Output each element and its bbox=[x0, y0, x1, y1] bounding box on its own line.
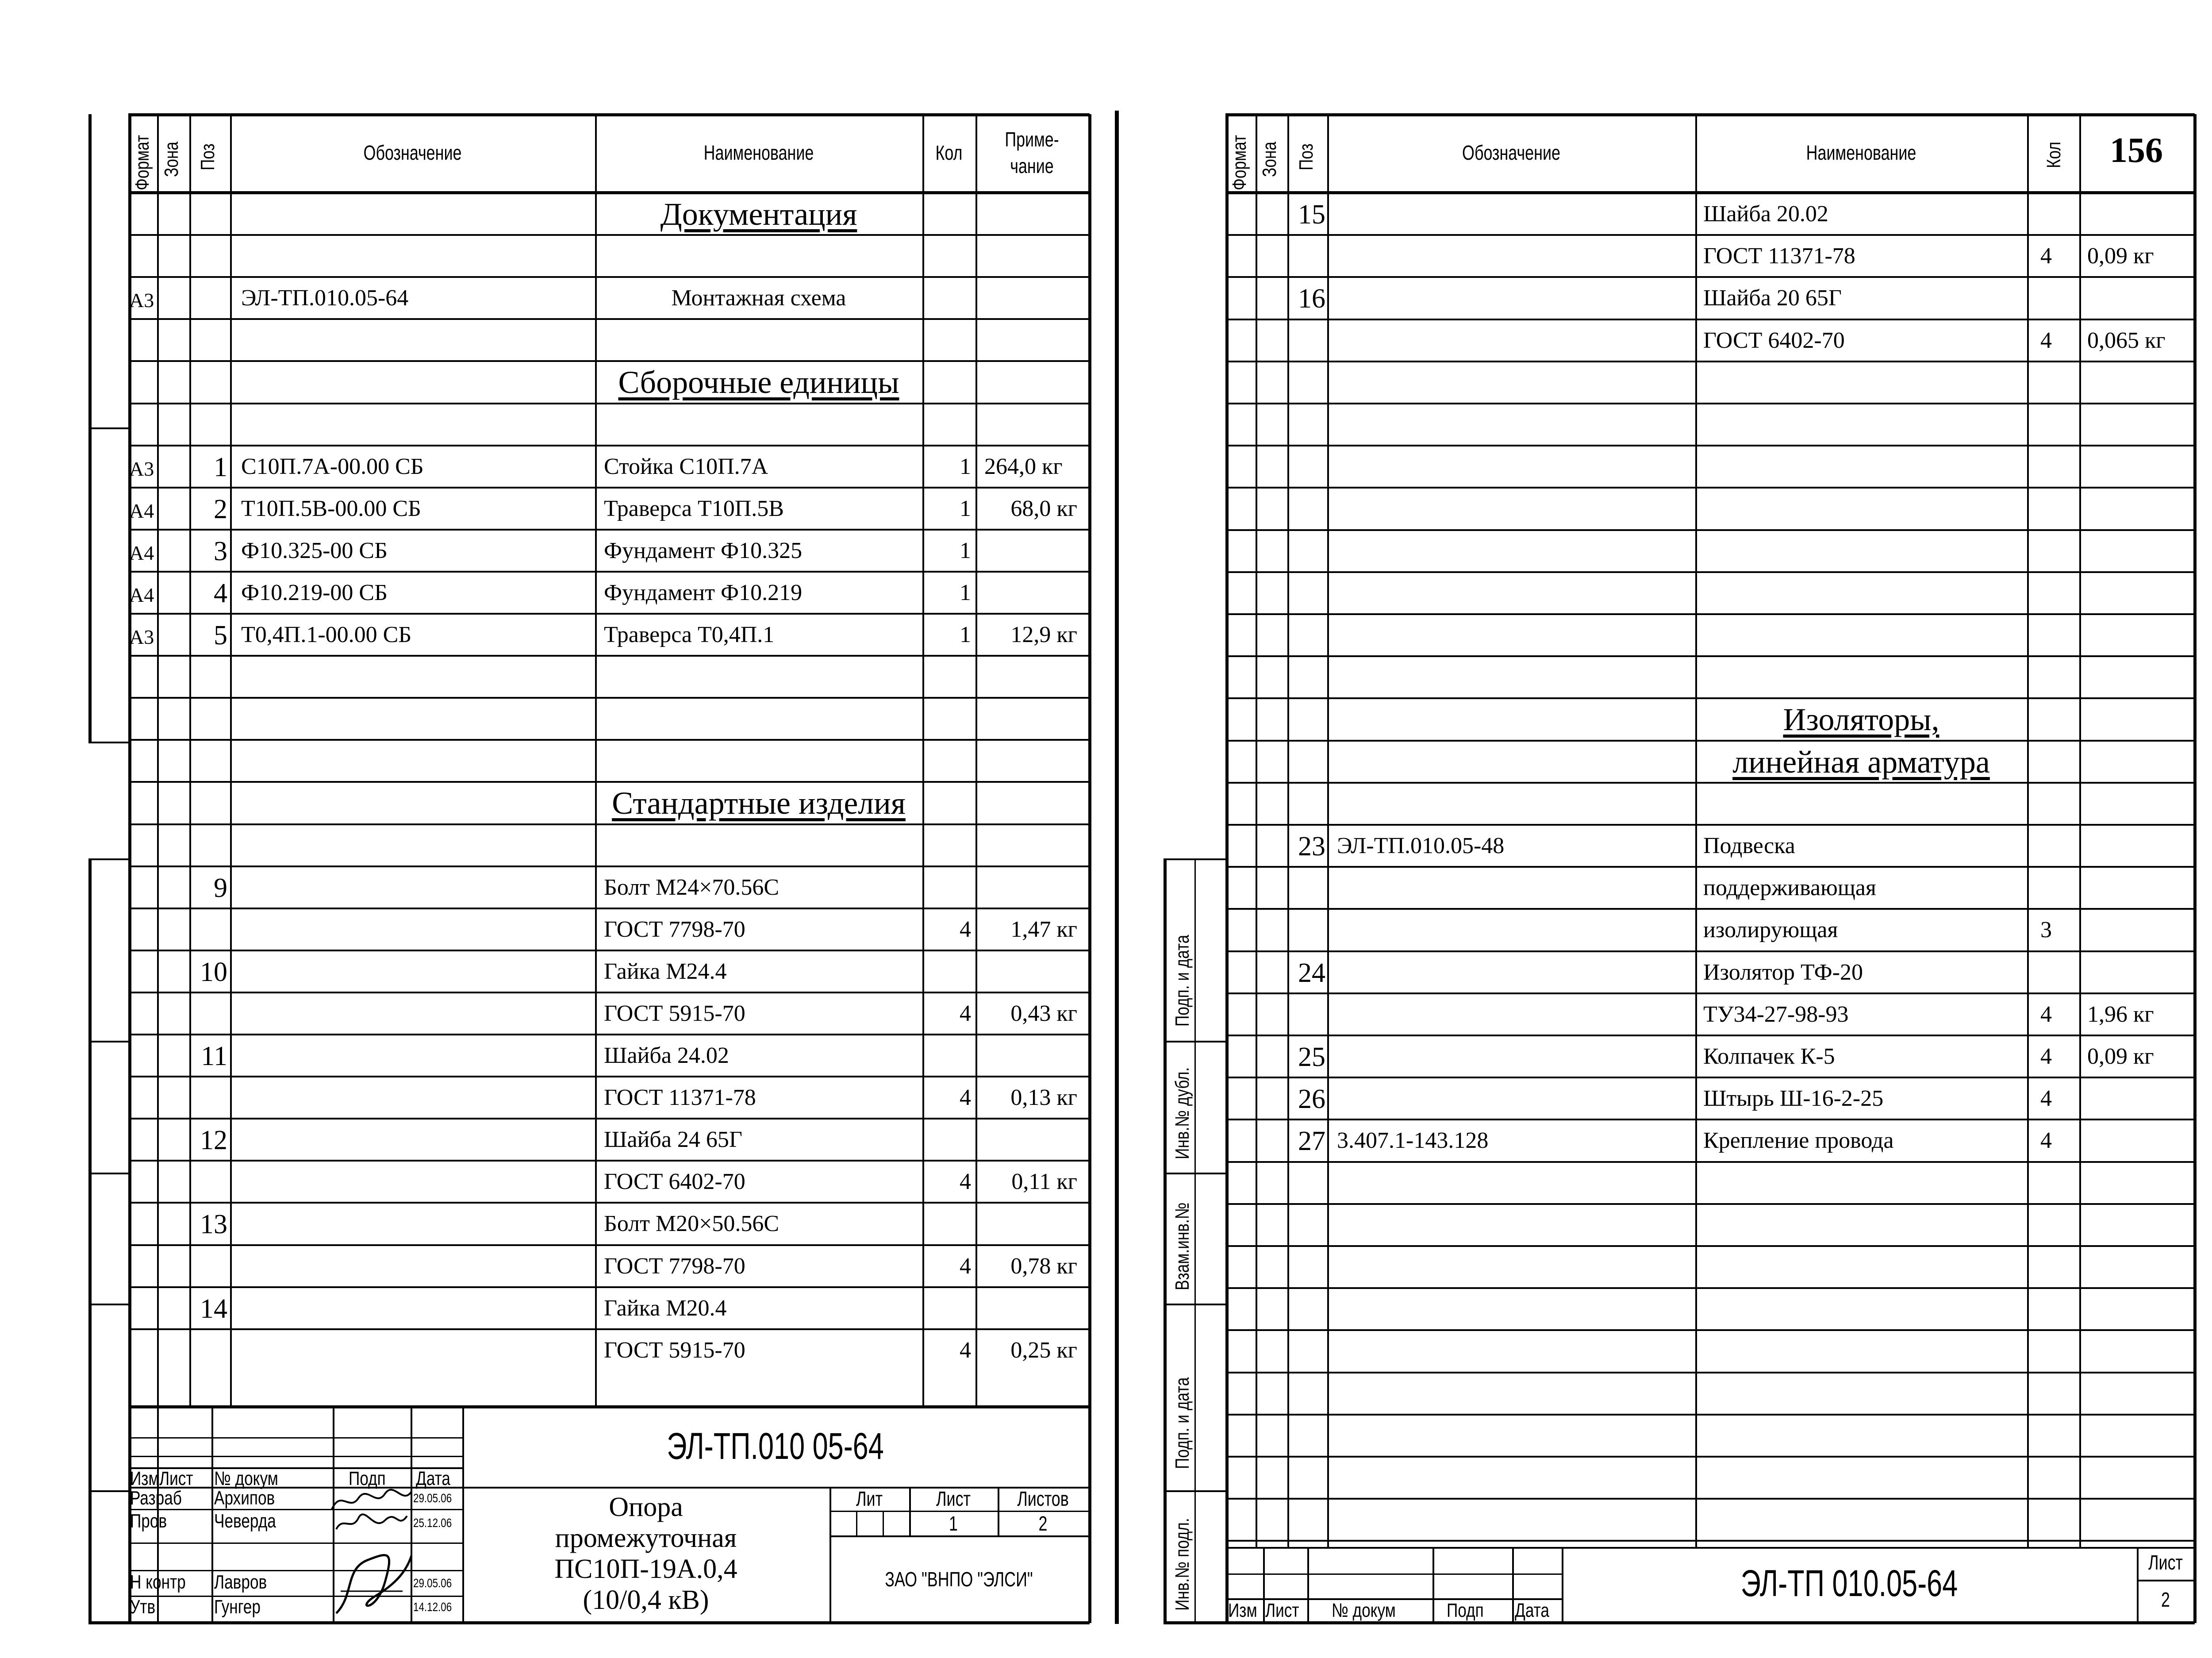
cell-note: 1,47 кг bbox=[1010, 916, 1077, 942]
cell-format: А3 bbox=[129, 626, 154, 648]
date-5: 14.12.06 bbox=[413, 1600, 452, 1614]
side-label-4: Подп. и дата bbox=[1171, 1377, 1193, 1469]
cell-pos: 2 bbox=[214, 494, 227, 524]
left-doc-number: ЭЛ-ТП.010 05-64 bbox=[667, 1425, 884, 1467]
cell-name: Изолятор ТФ-20 bbox=[1703, 959, 1863, 985]
role-5: Утв bbox=[130, 1596, 156, 1618]
cell-pos: 14 bbox=[200, 1293, 227, 1324]
cell-name: Шайба 24 65Г bbox=[604, 1127, 742, 1153]
cell-note: 0,78 кг bbox=[1010, 1253, 1077, 1279]
row-line bbox=[128, 1118, 1090, 1119]
r-header-format: Формат bbox=[1229, 135, 1250, 190]
row-line bbox=[128, 1160, 1090, 1162]
title-line-2: промежуточная bbox=[555, 1523, 737, 1553]
name-2: Чеверда bbox=[214, 1510, 276, 1532]
cell-qty: 4 bbox=[960, 1000, 971, 1026]
cell-pos: 24 bbox=[1298, 958, 1325, 988]
col-data: Дата bbox=[416, 1468, 450, 1489]
row-line bbox=[128, 360, 1090, 362]
cell-format: А3 bbox=[129, 457, 154, 480]
row-line bbox=[1225, 655, 2195, 657]
sheet-value: 1 bbox=[949, 1512, 958, 1535]
section-title: Изоляторы, bbox=[1783, 702, 1939, 738]
cell-designation: Т0,4П.1-00.00 СБ bbox=[241, 622, 412, 647]
row-line bbox=[1225, 1329, 2195, 1331]
name-5: Гунгер bbox=[214, 1596, 261, 1618]
row-line bbox=[1225, 319, 2195, 320]
row-line bbox=[1225, 1498, 2195, 1500]
cell-name: Траверса Т0,4П.1 bbox=[604, 622, 775, 647]
row-line bbox=[1225, 866, 2195, 868]
section-title: Стандартные изделия bbox=[612, 785, 906, 821]
cell-qty: 3 bbox=[2040, 917, 2052, 943]
cell-pos: 3 bbox=[214, 536, 227, 566]
cell-qty: 4 bbox=[960, 916, 971, 942]
row-line bbox=[128, 487, 1090, 489]
role-4: Н контр bbox=[130, 1571, 186, 1593]
date-2: 25.12.06 bbox=[413, 1516, 452, 1530]
row-line bbox=[1225, 992, 2195, 994]
row-line bbox=[128, 318, 1090, 320]
cell-pos: 10 bbox=[200, 957, 227, 987]
row-line bbox=[128, 866, 1090, 867]
row-line bbox=[128, 1244, 1090, 1246]
r-sheet-value: 2 bbox=[2161, 1588, 2170, 1611]
row-line bbox=[1225, 740, 2195, 742]
r-header-name: Наименование bbox=[1806, 141, 1916, 164]
cell-qty: 4 bbox=[2040, 243, 2052, 269]
row-line bbox=[1225, 1456, 2195, 1458]
row-line bbox=[128, 950, 1090, 951]
cell-note: 0,065 кг bbox=[2087, 327, 2166, 353]
r-header-pos: Поз bbox=[1295, 143, 1317, 170]
header-designation: Обозначение bbox=[363, 141, 462, 164]
cell-pos: 16 bbox=[1298, 284, 1325, 314]
r-sheet-label: Лист bbox=[2148, 1551, 2183, 1574]
sheets-value: 2 bbox=[1038, 1512, 1048, 1535]
row-line bbox=[128, 529, 1090, 531]
cell-designation: С10П.7А-00.00 СБ bbox=[241, 454, 424, 479]
row-line bbox=[1225, 445, 2195, 446]
title-line-4: (10/0,4 кВ) bbox=[583, 1585, 709, 1615]
cell-pos: 23 bbox=[1298, 831, 1325, 862]
row-line bbox=[128, 403, 1090, 404]
row-line bbox=[1225, 1287, 2195, 1289]
cell-note: 1,96 кг bbox=[2087, 1001, 2154, 1027]
side-label-2: Инв.№ дубл. bbox=[1171, 1067, 1193, 1159]
cell-name: ГОСТ 6402-70 bbox=[604, 1169, 745, 1195]
row-line bbox=[1225, 487, 2195, 489]
title-line-3: ПС10П-19А.0,4 bbox=[554, 1554, 737, 1584]
header-name: Наименование bbox=[703, 141, 814, 164]
cell-qty: 4 bbox=[2040, 1086, 2052, 1112]
cell-note: 12,9 кг bbox=[1010, 622, 1077, 647]
title-line-1: Опора bbox=[609, 1492, 683, 1522]
signature-2 bbox=[332, 1507, 411, 1538]
date-1: 29.05.06 bbox=[413, 1491, 452, 1505]
row-line bbox=[1225, 403, 2195, 404]
row-line bbox=[1225, 1119, 2195, 1120]
row-line bbox=[1225, 1245, 2195, 1247]
row-line bbox=[128, 234, 1090, 236]
cell-qty: 1 bbox=[960, 496, 971, 521]
row-line bbox=[128, 992, 1090, 993]
row-line bbox=[128, 823, 1090, 825]
cell-designation: ЭЛ-ТП.010.05-48 bbox=[1337, 833, 1505, 858]
section-title: Документация bbox=[660, 196, 857, 232]
cell-designation: Ф10.219-00 СБ bbox=[241, 580, 388, 605]
cell-note: 0,11 кг bbox=[1011, 1169, 1077, 1195]
row-line bbox=[128, 739, 1090, 741]
page-number: 156 bbox=[2110, 131, 2163, 170]
lit-label: Лит bbox=[856, 1487, 883, 1510]
cell-pos: 26 bbox=[1298, 1084, 1325, 1115]
r-header-designation: Обозначение bbox=[1462, 141, 1560, 164]
cell-name: ГОСТ 11371-78 bbox=[604, 1085, 756, 1111]
row-line bbox=[1225, 276, 2195, 278]
cell-name: изолирующая bbox=[1703, 917, 1838, 943]
row-line bbox=[128, 1202, 1090, 1204]
cell-qty: 4 bbox=[2040, 1128, 2052, 1154]
cell-designation: Ф10.325-00 СБ bbox=[241, 538, 388, 563]
sheets-label: Листов bbox=[1017, 1487, 1069, 1510]
cell-note: 0,43 кг bbox=[1010, 1000, 1077, 1026]
cell-pos: 9 bbox=[214, 873, 227, 903]
cell-qty: 4 bbox=[2040, 327, 2052, 353]
cell-name: Гайка М20.4 bbox=[604, 1295, 727, 1321]
row-line bbox=[128, 445, 1090, 446]
header-qty: Кол bbox=[935, 141, 963, 164]
sheet-divider bbox=[1115, 111, 1119, 1624]
row-line bbox=[1225, 824, 2195, 826]
r-header-qty: Кол bbox=[2043, 142, 2065, 168]
r-col-podp: Подп bbox=[1447, 1600, 1484, 1621]
cell-name: Фундамент Ф10.219 bbox=[604, 580, 803, 605]
cell-name: Болт М20×50.56С bbox=[604, 1211, 780, 1237]
row-line bbox=[128, 276, 1090, 278]
r-col-data: Дата bbox=[1515, 1600, 1549, 1621]
cell-format: А4 bbox=[129, 583, 154, 606]
row-line bbox=[128, 613, 1090, 615]
cell-qty: 4 bbox=[960, 1253, 971, 1279]
cell-format: А4 bbox=[129, 499, 154, 522]
col-izm: Изм bbox=[130, 1468, 159, 1489]
section-title: линейная арматура bbox=[1732, 744, 1990, 780]
cell-note: 0,09 кг bbox=[2087, 243, 2154, 269]
cell-note: 68,0 кг bbox=[1010, 496, 1077, 521]
header-zone: Зона bbox=[161, 142, 182, 177]
row-line bbox=[1225, 1540, 2195, 1542]
col-list: Лист bbox=[159, 1468, 193, 1489]
cell-name: ТУ34-27-98-93 bbox=[1703, 1001, 1849, 1027]
section-title: Сборочные единицы bbox=[618, 365, 899, 400]
row-line bbox=[1225, 1203, 2195, 1205]
cell-pos: 12 bbox=[200, 1125, 227, 1156]
row-line bbox=[1225, 1161, 2195, 1163]
name-1: Архипов bbox=[214, 1487, 275, 1509]
row-line bbox=[1225, 697, 2195, 699]
row-line bbox=[128, 1034, 1090, 1035]
cell-name: поддерживающая bbox=[1703, 875, 1876, 901]
row-line bbox=[1225, 529, 2195, 531]
side-label-5: Инв.№ подл. bbox=[1171, 1518, 1193, 1611]
row-line bbox=[128, 908, 1090, 909]
cell-pos: 15 bbox=[1298, 200, 1325, 230]
r-header-zone: Зона bbox=[1259, 142, 1280, 177]
cell-name: Болт М24×70.56С bbox=[604, 874, 780, 900]
cell-name: ГОСТ 7798-70 bbox=[604, 1253, 745, 1279]
r-col-list: Лист bbox=[1265, 1600, 1299, 1621]
cell-qty: 4 bbox=[960, 1337, 971, 1363]
sheet-label: Лист bbox=[936, 1487, 971, 1510]
name-4: Лавров bbox=[214, 1571, 267, 1593]
cell-name: Шайба 24.02 bbox=[604, 1043, 729, 1068]
cell-qty: 4 bbox=[960, 1169, 971, 1195]
row-line bbox=[128, 655, 1090, 657]
row-line bbox=[1225, 1077, 2195, 1078]
cell-name: ГОСТ 7798-70 bbox=[604, 916, 745, 942]
cell-name: Крепление провода bbox=[1703, 1128, 1894, 1154]
cell-name: Фундамент Ф10.325 bbox=[604, 538, 803, 563]
cell-name: Подвеска bbox=[1703, 833, 1795, 858]
cell-pos: 25 bbox=[1298, 1042, 1325, 1072]
cell-qty: 4 bbox=[2040, 1001, 2052, 1027]
row-line bbox=[1225, 1372, 2195, 1373]
row-line bbox=[1225, 1035, 2195, 1036]
cell-qty: 4 bbox=[2040, 1044, 2052, 1069]
cell-name: ГОСТ 5915-70 bbox=[604, 1000, 745, 1026]
cell-qty: 4 bbox=[960, 1085, 971, 1111]
cell-name: Шайба 20 65Г bbox=[1703, 285, 1842, 311]
row-line bbox=[1225, 361, 2195, 362]
col-podp: Подп bbox=[349, 1468, 386, 1489]
cell-name: Стойка С10П.7А bbox=[604, 454, 768, 479]
row-line bbox=[128, 571, 1090, 573]
cell-name: Траверса Т10П.5В bbox=[604, 496, 784, 521]
cell-name: ГОСТ 11371-78 bbox=[1703, 243, 1855, 269]
row-line bbox=[128, 1076, 1090, 1077]
cell-note: 0,25 кг bbox=[1010, 1337, 1077, 1363]
cell-designation: 3.407.1-143.128 bbox=[1337, 1128, 1489, 1154]
cell-note: 264,0 кг bbox=[984, 454, 1063, 479]
cell-qty: 1 bbox=[960, 580, 971, 605]
date-4: 29.05.06 bbox=[413, 1576, 452, 1590]
row-line bbox=[128, 1286, 1090, 1288]
cell-name: Гайка М24.4 bbox=[604, 958, 727, 984]
cell-name: Шайба 20.02 bbox=[1703, 201, 1828, 227]
r-col-ndokum: № докум bbox=[1332, 1600, 1396, 1621]
cell-designation: Т10П.5В-00.00 СБ bbox=[241, 496, 421, 521]
cell-name: Колпачек К-5 bbox=[1703, 1044, 1835, 1069]
cell-name: Монтажная схема bbox=[671, 285, 846, 311]
company-name: ЗАО "ВНПО "ЭЛСИ" bbox=[885, 1568, 1033, 1591]
cell-qty: 1 bbox=[960, 538, 971, 563]
row-line bbox=[1225, 613, 2195, 615]
r-col-izm: Изм bbox=[1228, 1600, 1257, 1621]
cell-pos: 1 bbox=[214, 452, 227, 482]
row-line bbox=[128, 1328, 1090, 1330]
cell-pos: 13 bbox=[200, 1209, 227, 1240]
role-1: Разраб bbox=[130, 1487, 182, 1509]
row-line bbox=[1225, 571, 2195, 573]
row-line bbox=[128, 697, 1090, 699]
cell-qty: 1 bbox=[960, 454, 971, 479]
row-line bbox=[128, 781, 1090, 783]
cell-name: Штырь Ш-16-2-25 bbox=[1703, 1086, 1884, 1112]
cell-name: ГОСТ 6402-70 bbox=[1703, 327, 1845, 353]
side-label-1: Подп. и дата bbox=[1171, 935, 1193, 1027]
cell-pos: 27 bbox=[1298, 1126, 1325, 1157]
role-2: Пров bbox=[130, 1510, 167, 1532]
cell-designation: ЭЛ-ТП.010.05-64 bbox=[241, 285, 409, 311]
cell-pos: 11 bbox=[201, 1041, 227, 1071]
cell-qty: 1 bbox=[960, 622, 971, 647]
signature-4 bbox=[327, 1543, 416, 1622]
cell-format: А3 bbox=[129, 289, 154, 312]
row-line bbox=[1225, 908, 2195, 910]
row-line bbox=[1225, 950, 2195, 952]
cell-note: 0,09 кг bbox=[2087, 1044, 2154, 1069]
right-doc-number: ЭЛ-ТП 010.05-64 bbox=[1740, 1562, 1958, 1604]
cell-format: А4 bbox=[129, 541, 154, 564]
header-note-1: Приме- bbox=[1005, 128, 1059, 151]
col-ndokum: № докум bbox=[214, 1468, 278, 1489]
cell-pos: 5 bbox=[214, 620, 227, 650]
cell-note: 0,13 кг bbox=[1010, 1085, 1077, 1111]
side-label-3: Взам.инв.№ bbox=[1171, 1202, 1193, 1290]
cell-name: ГОСТ 5915-70 bbox=[604, 1337, 745, 1363]
cell-pos: 4 bbox=[214, 578, 227, 608]
header-pos: Поз bbox=[197, 143, 219, 170]
row-line bbox=[1225, 234, 2195, 236]
header-format: Формат bbox=[131, 135, 153, 190]
header-note-2: чание bbox=[1010, 154, 1054, 177]
row-line bbox=[1225, 1414, 2195, 1416]
row-line bbox=[1225, 782, 2195, 784]
